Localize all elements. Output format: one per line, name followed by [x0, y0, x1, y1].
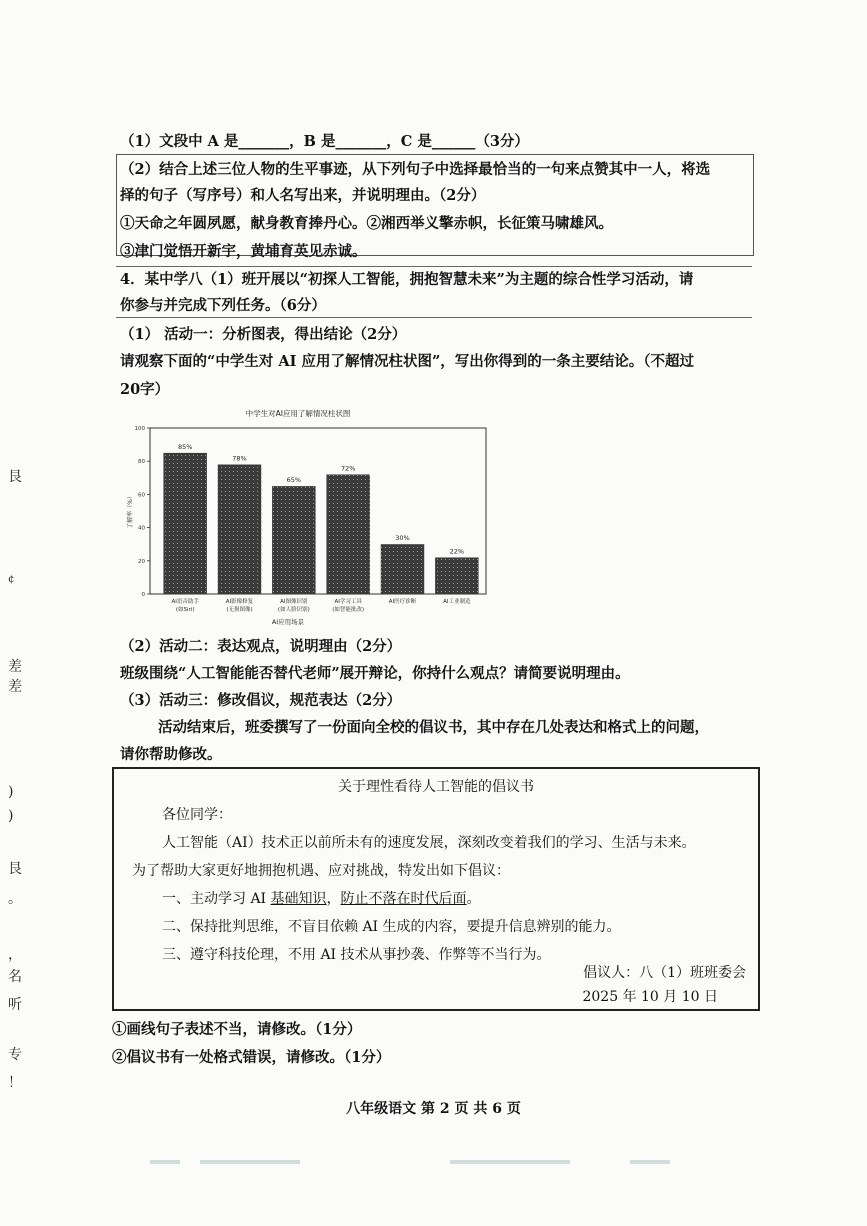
margin-mark: 差 [8, 659, 22, 675]
margin-mark: ¢ [8, 574, 15, 585]
question-1: （1）文段中 A 是_______，B 是_______，C 是______（3分） [120, 133, 529, 150]
activity-2-title: （2）活动二：表达观点，说明理由（2分） [120, 638, 402, 655]
proposal-box [112, 767, 760, 1011]
bar [326, 474, 369, 594]
x-tick-label: AI医疗诊断 [388, 599, 417, 605]
bar-chart [128, 406, 488, 632]
bar [381, 544, 424, 594]
question-2-option: ③津门觉悟开新宇，黄埔育英见赤诚。 [120, 243, 367, 260]
chart-title: 中学生对AI应用了解情况柱状图 [245, 409, 351, 418]
y-tick-label: 20 [138, 558, 145, 565]
margin-mark: ) [8, 808, 14, 824]
x-tick-label: (如Siri) [175, 607, 195, 613]
scan-artifact [630, 1160, 670, 1164]
question-4-line: 4．某中学八（1）班开展以“初探人工智能，拥抱智慧未来”为主题的综合性学习活动，请 [120, 271, 694, 288]
margin-mark: 。 [8, 891, 22, 907]
activity-1-title: （1） 活动一：分析图表，得出结论（2分） [120, 326, 407, 343]
bar-chart-svg [128, 406, 488, 632]
y-tick-label: 60 [138, 492, 145, 499]
underlined-text: 基础知识 [270, 891, 327, 907]
item-text: 一、主动学习 AI [162, 891, 271, 907]
proposal-item-1 [162, 889, 481, 909]
bar-value-label: 30% [395, 534, 410, 543]
task-1: ①画线句子表述不当，请修改。（1分） [112, 1021, 362, 1038]
proposal-item-3: 三、遵守科技伦理，不用 AI 技术从事抄袭、作弊等不当行为。 [162, 947, 551, 963]
y-axis-label: 了解率（%） [127, 493, 134, 529]
bar [435, 557, 478, 594]
x-axis-label: AI应用场景 [271, 618, 305, 626]
proposal-title: 关于理性看待人工智能的倡议书 [338, 779, 534, 795]
proposal-body: 人工智能（AI）技术正以前所未有的速度发展，深刻改变着我们的学习、生活与未来。 [162, 835, 696, 851]
x-tick-label: AI学习工具 [334, 599, 362, 605]
x-tick-label: (如智能批改) [332, 607, 365, 613]
proposal-body: 为了帮助大家更好地拥抱机遇、应对挑战，特发出如下倡议： [132, 863, 510, 879]
bar-value-label: 85% [177, 442, 193, 451]
bar-value-label: 78% [232, 454, 247, 463]
margin-mark: 听 [8, 997, 22, 1013]
scan-artifact [150, 1160, 180, 1164]
proposal-date: 2025 年 10 月 10 日 [582, 989, 718, 1005]
y-tick-label: 100 [134, 426, 145, 432]
scan-artifact [450, 1160, 570, 1164]
margin-mark: ) [8, 784, 14, 800]
y-tick-label: 80 [138, 459, 145, 466]
x-tick-label: AI影像修复 [225, 599, 254, 605]
activity-3-title: （3）活动三：修改倡议，规范表达（2分） [120, 692, 402, 709]
margin-mark: 名 [8, 969, 22, 985]
margin-mark: 艮 [8, 861, 22, 877]
bar-value-label: 72% [340, 464, 356, 473]
margin-mark: ， [8, 947, 22, 963]
proposal-item-2: 二、保持批判思维，不盲目依赖 AI 生成的内容，要提升信息辨别的能力。 [162, 919, 621, 935]
activity-3-text: 活动结束后，班委撰写了一份面向全校的倡议书，其中存在几处表达和格式上的问题， [158, 719, 709, 736]
bar-value-label: 22% [449, 547, 465, 556]
x-tick-label: (如人脸识别) [277, 607, 310, 613]
scan-artifact [200, 1160, 300, 1164]
margin-mark: 专 [8, 1047, 22, 1063]
item-text: ， [326, 891, 341, 907]
activity-3-text: 请你帮助修改。 [120, 746, 222, 763]
question-2-option: ①天命之年圆夙愿，献身教育捧丹心。②湘西举义擎赤帜，长征策马啸雄风。 [120, 215, 613, 232]
x-tick-label: AI语音助手 [171, 599, 199, 605]
bar [272, 486, 315, 594]
x-tick-label: AI图像识别 [280, 599, 308, 605]
activity-2-text: 班级围绕“人工智能能否替代老师”展开辩论，你持什么观点？请简要说明理由。 [120, 665, 630, 682]
x-tick-label: (无损图像) [226, 607, 253, 613]
item-text: 。 [466, 891, 481, 907]
y-tick-label: 0 [141, 592, 145, 598]
proposal-signer: 倡议人：八（1）班班委会 [583, 965, 746, 981]
bar-value-label: 65% [286, 476, 302, 485]
bar [218, 465, 261, 594]
question-2-line: （2）结合上述三位人物的生平事迹，从下列句子中选择最恰当的一句来点赞其中一人，将选 [120, 161, 711, 178]
y-tick-label: 40 [138, 525, 145, 532]
underlined-text: 防止不落在时代后面 [340, 891, 467, 907]
activity-1-text: 请观察下面的“中学生对 AI 应用了解情况柱状图”，写出你得到的一条主要结论。（不超过 [120, 353, 695, 370]
proposal-greeting: 各位同学： [162, 807, 232, 823]
page-footer: 八年级语文 第 2 页 共 6 页 [346, 1101, 521, 1117]
x-tick-label: AI工业制造 [443, 599, 471, 605]
task-2: ②倡议书有一处格式错误，请修改。（1分） [112, 1049, 391, 1066]
activity-1-text: 20字） [120, 381, 170, 398]
question-4-line: 你参与并完成下列任务。（6分） [120, 297, 326, 314]
bar [163, 453, 206, 594]
question-2-line: 择的句子（写序号）和人名写出来，并说明理由。（2分） [120, 187, 486, 204]
margin-mark: 差 [8, 679, 22, 695]
margin-mark: 艮 [8, 469, 22, 485]
margin-mark: ！ [8, 1075, 22, 1091]
